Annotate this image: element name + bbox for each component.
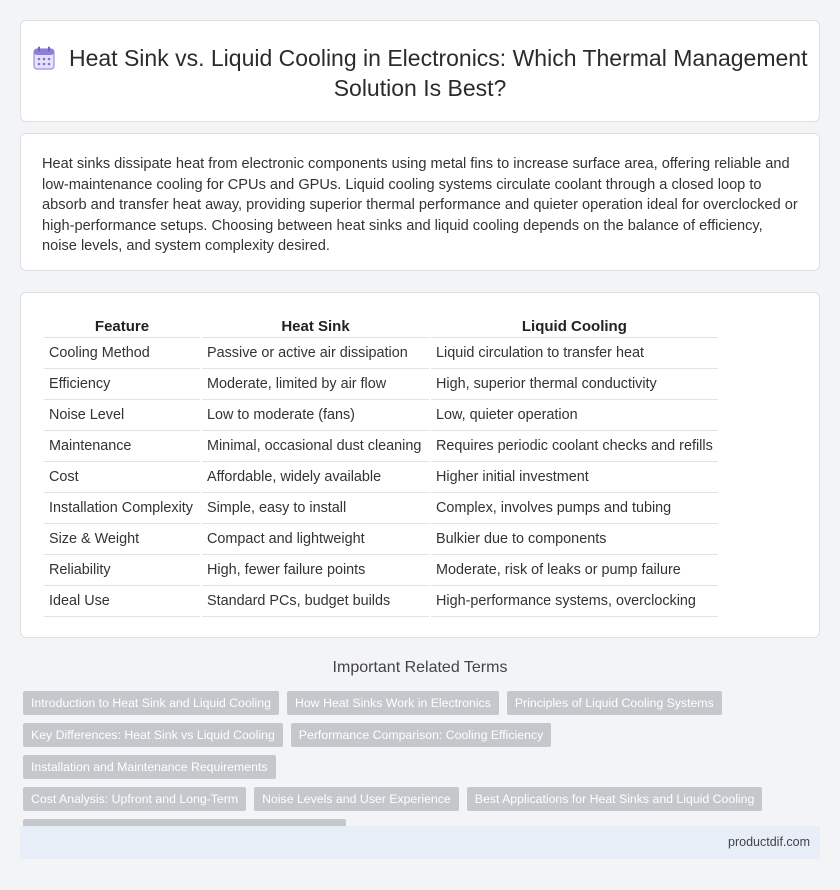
liquid-cooling-cell: Moderate, risk of leaks or pump failure	[431, 555, 718, 586]
heat-sink-cell: Standard PCs, budget builds	[202, 586, 429, 617]
related-terms-title: Important Related Terms	[332, 659, 508, 676]
heat-sink-cell: High, fewer failure points	[202, 555, 429, 586]
liquid-cooling-cell: Bulkier due to components	[431, 524, 718, 555]
related-term-tag[interactable]: Key Differences: Heat Sink vs Liquid Cooling	[23, 723, 283, 747]
title-card	[20, 20, 820, 122]
liquid-cooling-cell: Low, quieter operation	[431, 400, 718, 431]
comparison-table	[42, 316, 720, 617]
intro-text: Heat sinks dissipate heat from electronic components using metal fins to increase surface area, offering reliable and low-maintenance cooling for CPUs and GPUs. Liquid cooling systems circulate coolant through a closed loop to absorb and transfer heat away, providing superior thermal performance and quieter operation ideal for overclocked or high-performance setups. Choosing between heat sinks and liquid cooling depends on the balance of efficiency, noise levels, and system complexity desired.	[42, 156, 798, 254]
feature-cell: Noise Level	[44, 400, 200, 431]
header-liquid-cooling: Liquid Cooling	[431, 316, 718, 338]
heat-sink-cell: Compact and lightweight	[202, 524, 429, 555]
table-row	[44, 400, 718, 431]
heat-sink-cell: Low to moderate (fans)	[202, 400, 429, 431]
title-wrap	[21, 43, 819, 103]
table-row	[44, 493, 718, 524]
header-heat-sink: Heat Sink	[202, 316, 429, 338]
related-term-tag[interactable]: Performance Comparison: Cooling Efficiency	[291, 723, 551, 747]
related-term-tag[interactable]: Principles of Liquid Cooling Systems	[507, 691, 722, 715]
table-row	[44, 431, 718, 462]
feature-cell: Reliability	[44, 555, 200, 586]
table-row	[44, 555, 718, 586]
heat-sink-cell: Passive or active air dissipation	[202, 338, 429, 369]
feature-cell: Maintenance	[44, 431, 200, 462]
table-row	[44, 462, 718, 493]
heat-sink-cell: Minimal, occasional dust cleaning	[202, 431, 429, 462]
liquid-cooling-cell: Liquid circulation to transfer heat	[431, 338, 718, 369]
table-row	[44, 586, 718, 617]
comparison-card	[20, 292, 820, 638]
liquid-cooling-cell: Complex, involves pumps and tubing	[431, 493, 718, 524]
related-term-tag[interactable]: Noise Levels and User Experience	[254, 787, 459, 811]
related-term-tag[interactable]: Introduction to Heat Sink and Liquid Cooling	[23, 691, 279, 715]
related-term-tag[interactable]: Best Applications for Heat Sinks and Liquid Cooling	[467, 787, 763, 811]
related-term-tag[interactable]: Installation and Maintenance Requirements	[23, 755, 276, 779]
liquid-cooling-cell: High, superior thermal conductivity	[431, 369, 718, 400]
heat-sink-cell: Moderate, limited by air flow	[202, 369, 429, 400]
liquid-cooling-cell: High-performance systems, overclocking	[431, 586, 718, 617]
feature-cell: Size & Weight	[44, 524, 200, 555]
calendar-icon	[33, 46, 55, 70]
footer-site-link[interactable]: productdif.com	[728, 835, 810, 849]
table-row	[44, 524, 718, 555]
feature-cell: Installation Complexity	[44, 493, 200, 524]
heat-sink-cell: Affordable, widely available	[202, 462, 429, 493]
liquid-cooling-cell: Higher initial investment	[431, 462, 718, 493]
liquid-cooling-cell: Requires periodic coolant checks and refills	[431, 431, 718, 462]
intro-card	[20, 133, 820, 271]
header-feature: Feature	[44, 316, 200, 338]
table-row	[44, 369, 718, 400]
feature-cell: Cooling Method	[44, 338, 200, 369]
related-term-tag[interactable]: How Heat Sinks Work in Electronics	[287, 691, 499, 715]
related-term-tag[interactable]: Cost Analysis: Upfront and Long-Term	[23, 787, 246, 811]
table-row	[44, 338, 718, 369]
feature-cell: Efficiency	[44, 369, 200, 400]
table-header-row	[44, 316, 718, 338]
feature-cell: Ideal Use	[44, 586, 200, 617]
page-title: Heat Sink vs. Liquid Cooling in Electronics: Which Thermal Management Solution Is Best?	[68, 45, 808, 101]
feature-cell: Cost	[44, 462, 200, 493]
footer	[20, 826, 820, 859]
heat-sink-cell: Simple, easy to install	[202, 493, 429, 524]
